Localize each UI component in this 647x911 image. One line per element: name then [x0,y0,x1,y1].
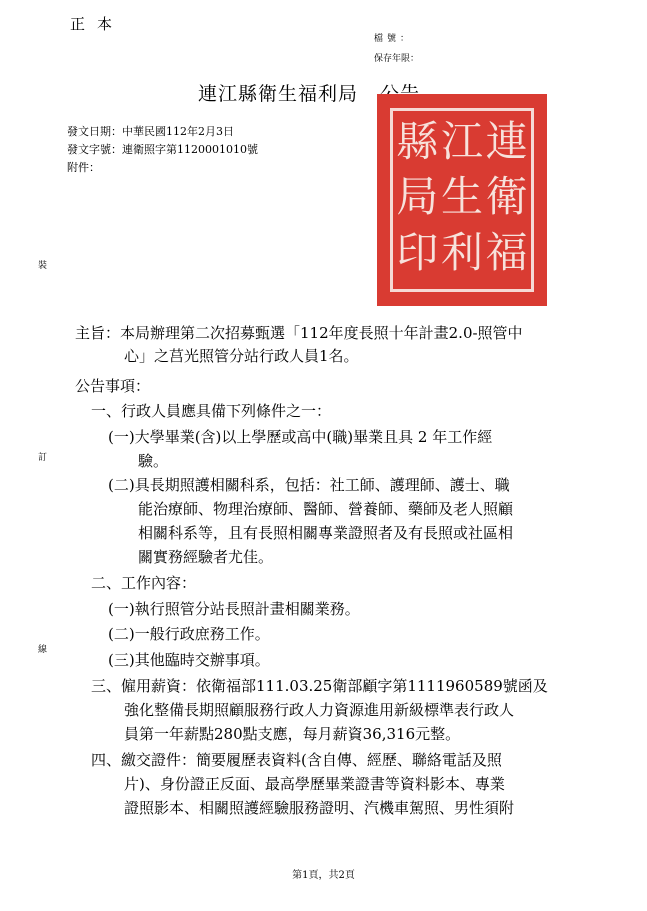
list-item-continuation: 驗。 [138,452,169,470]
seal-characters [395,116,529,282]
list-item: (二)一般行政庶務工作。 [108,625,270,643]
section-title: 三、僱用薪資：依衛福部111.03.25衛部顧字第1111960589號函及 [91,677,548,695]
list-item: (三)其他臨時交辦事項。 [108,651,270,669]
section-continuation: 強化整備長期照顧服務行政人力資源進用新級標準表行政人 [124,701,515,719]
list-item: (二)具長期照護相關科系，包括：社工師、護理師、護士、職 [108,476,510,494]
seal-char: 衛 [485,172,528,222]
seal-char: 縣 [396,117,439,166]
document-number: 發文字號：連衛照字第1120001010號 [67,143,258,156]
subject-line: 心」之莒光照管分站行政人員1名。 [124,347,359,365]
seal-char: 生 [440,172,483,222]
list-item-continuation: 能治療師、物理治療師、醫師、營養師、藥師及老人照顧 [138,500,514,518]
official-seal [377,94,547,306]
binding-mark: 訂 [38,453,48,463]
seal-char: 印 [396,227,439,277]
section-title: 二、工作內容： [91,574,197,592]
section-continuation: 片)、身份證正反面、最高學歷畢業證書等資料影本、專業 [124,775,505,793]
list-item-continuation: 相關科系等，且有長照相關專業證照者及有長照或社區相 [138,524,514,542]
issue-date: 發文日期：中華民國112年2月3日 [67,125,234,138]
attachment-label: 附件： [67,161,100,174]
section-title: 四、繳交證件：簡要履歷表資料(含自傳、經歷、聯絡電話及照 [91,751,502,769]
agency-name: 連江縣衛生福利局 [198,83,359,105]
archive-period-label: 保存年限： [374,54,420,64]
list-item: (一)執行照管分站長照計畫相關業務。 [108,600,360,618]
section-title: 一、行政人員應具備下列條件之一： [91,402,332,420]
seal-char: 連 [485,117,528,166]
binding-mark: 裝 [38,261,48,271]
section-continuation: 員第一年薪點280點支應，每月薪資36,316元整。 [124,725,461,743]
seal-char: 利 [440,227,483,277]
subject-line: 主旨：本局辦理第二次招募甄選「112年度長照十年計畫2.0-照管中 [75,324,523,342]
section-continuation: 證照影本、相關照護經驗服務證明、汽機車駕照、男性須附 [124,799,515,817]
seal-char: 福 [485,227,528,277]
seal-char: 局 [396,172,439,222]
list-item: (一)大學畢業(含)以上學歷或高中(職)畢業且具 2 年工作經 [108,428,493,446]
page-number: 第1頁，共2頁 [292,870,355,881]
archive-number-label: 檔號： [374,34,414,44]
notice-heading: 公告事項： [75,377,151,395]
list-item-continuation: 關實務經驗者尤佳。 [138,548,274,566]
binding-mark: 線 [38,645,48,655]
seal-char: 江 [440,117,483,166]
copy-label: 正本 [70,15,125,33]
